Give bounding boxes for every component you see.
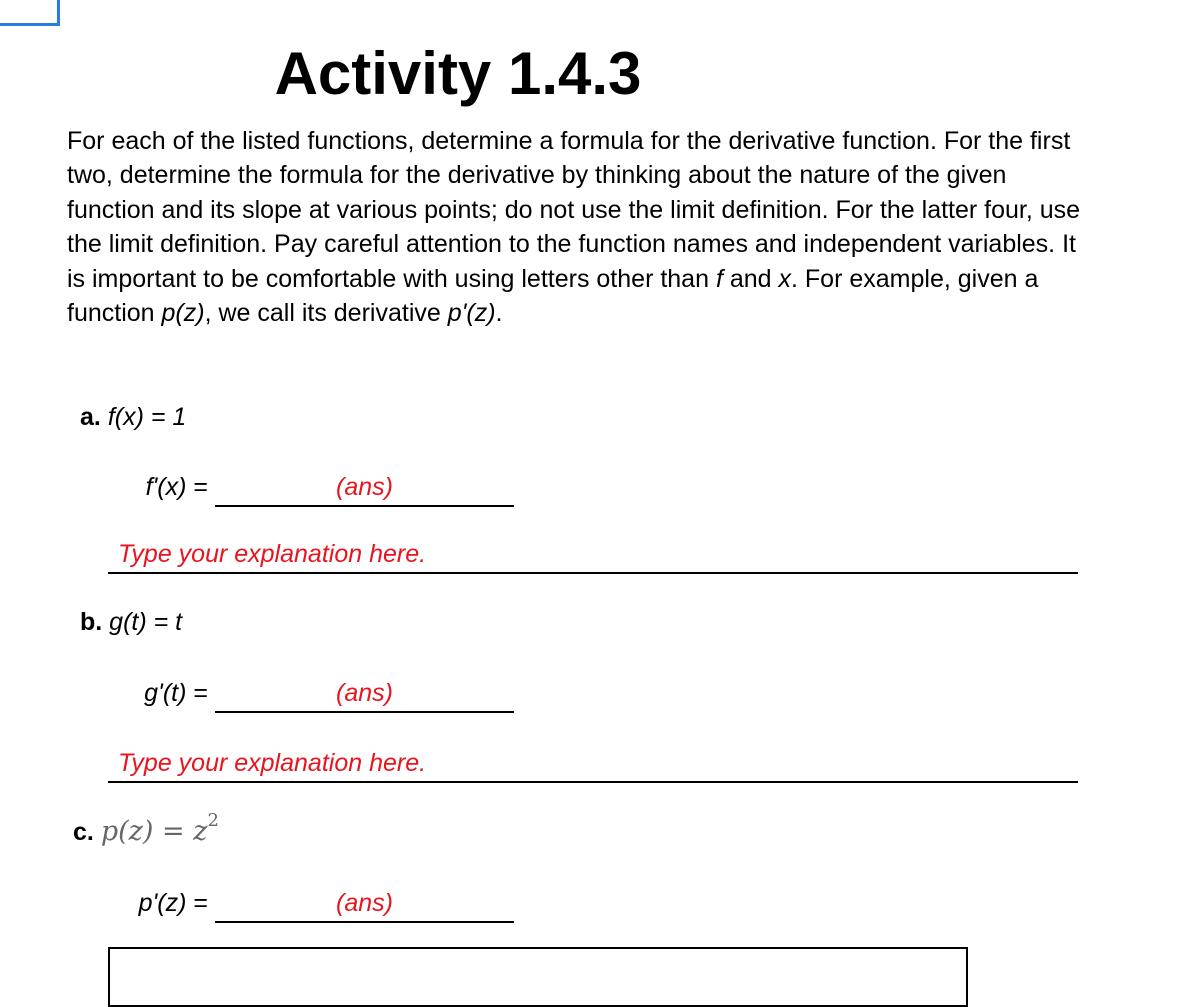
instructions-text-4: , we call its derivative — [204, 299, 448, 328]
instructions-text-2: and — [722, 264, 779, 293]
part-a-answer-input[interactable]: (ans) — [215, 469, 514, 507]
instructions-text-1: For each of the listed functions, determine a formula for the derivative function. For the first two, determine the formula for the derivative by thinking about the nature of the given function and its slope at various points; do not use the limit definition. For the latter four, use the limit definition. Pay careful attention to the function names and independent variables. It is important to be comfortable with using letters other than — [67, 127, 1081, 293]
part-b-function: g(t) = t — [109, 608, 183, 636]
part-c-derivative-label: p'(z) = — [138, 889, 208, 917]
part-c-function-eq: = — [161, 816, 185, 847]
part-a-answer-row — [0, 469, 1188, 509]
part-c-function-lhs: p(z) — [100, 816, 154, 847]
part-c-function-exponent: 2 — [207, 810, 219, 831]
part-c-answer-row — [0, 885, 1188, 925]
instructions-text-3: . For example, given a function — [67, 264, 1039, 328]
part-a-letter: a. — [80, 403, 101, 431]
part-b-derivative-label: g'(t) = — [144, 679, 208, 707]
part-c-letter: c. — [73, 818, 94, 846]
instructions-var-f: f — [715, 264, 723, 293]
instructions-var-x: x — [778, 264, 792, 293]
part-b-answer-row — [0, 675, 1188, 715]
part-a-derivative-label: f'(x) = — [145, 473, 208, 501]
instructions — [67, 124, 1097, 330]
part-a-explanation-placeholder: Type your explanation here. — [118, 540, 427, 568]
part-b-letter: b. — [80, 608, 103, 636]
instructions-var-pz: p(z) — [161, 299, 205, 328]
part-a-explanation-input[interactable] — [108, 536, 1078, 574]
part-c-answer-input[interactable]: (ans) — [215, 885, 514, 923]
part-c-function-base: z — [193, 816, 208, 847]
part-c-explanation-textarea[interactable] — [108, 947, 968, 1007]
part-b-label — [80, 605, 182, 639]
page-title: Activity 1.4.3 — [274, 40, 642, 107]
part-b-explanation-input[interactable] — [108, 745, 1078, 783]
instructions-text-5: . — [495, 299, 503, 328]
part-c-label — [73, 810, 219, 849]
instructions-var-ppz: p'(z) — [447, 299, 496, 328]
corner-mark — [0, 0, 60, 26]
part-c-function — [100, 810, 219, 847]
part-b-answer-input[interactable]: (ans) — [215, 675, 514, 713]
part-b-explanation-placeholder: Type your explanation here. — [118, 749, 427, 777]
part-a-label — [80, 400, 186, 434]
part-a-function: f(x) = 1 — [107, 403, 187, 431]
